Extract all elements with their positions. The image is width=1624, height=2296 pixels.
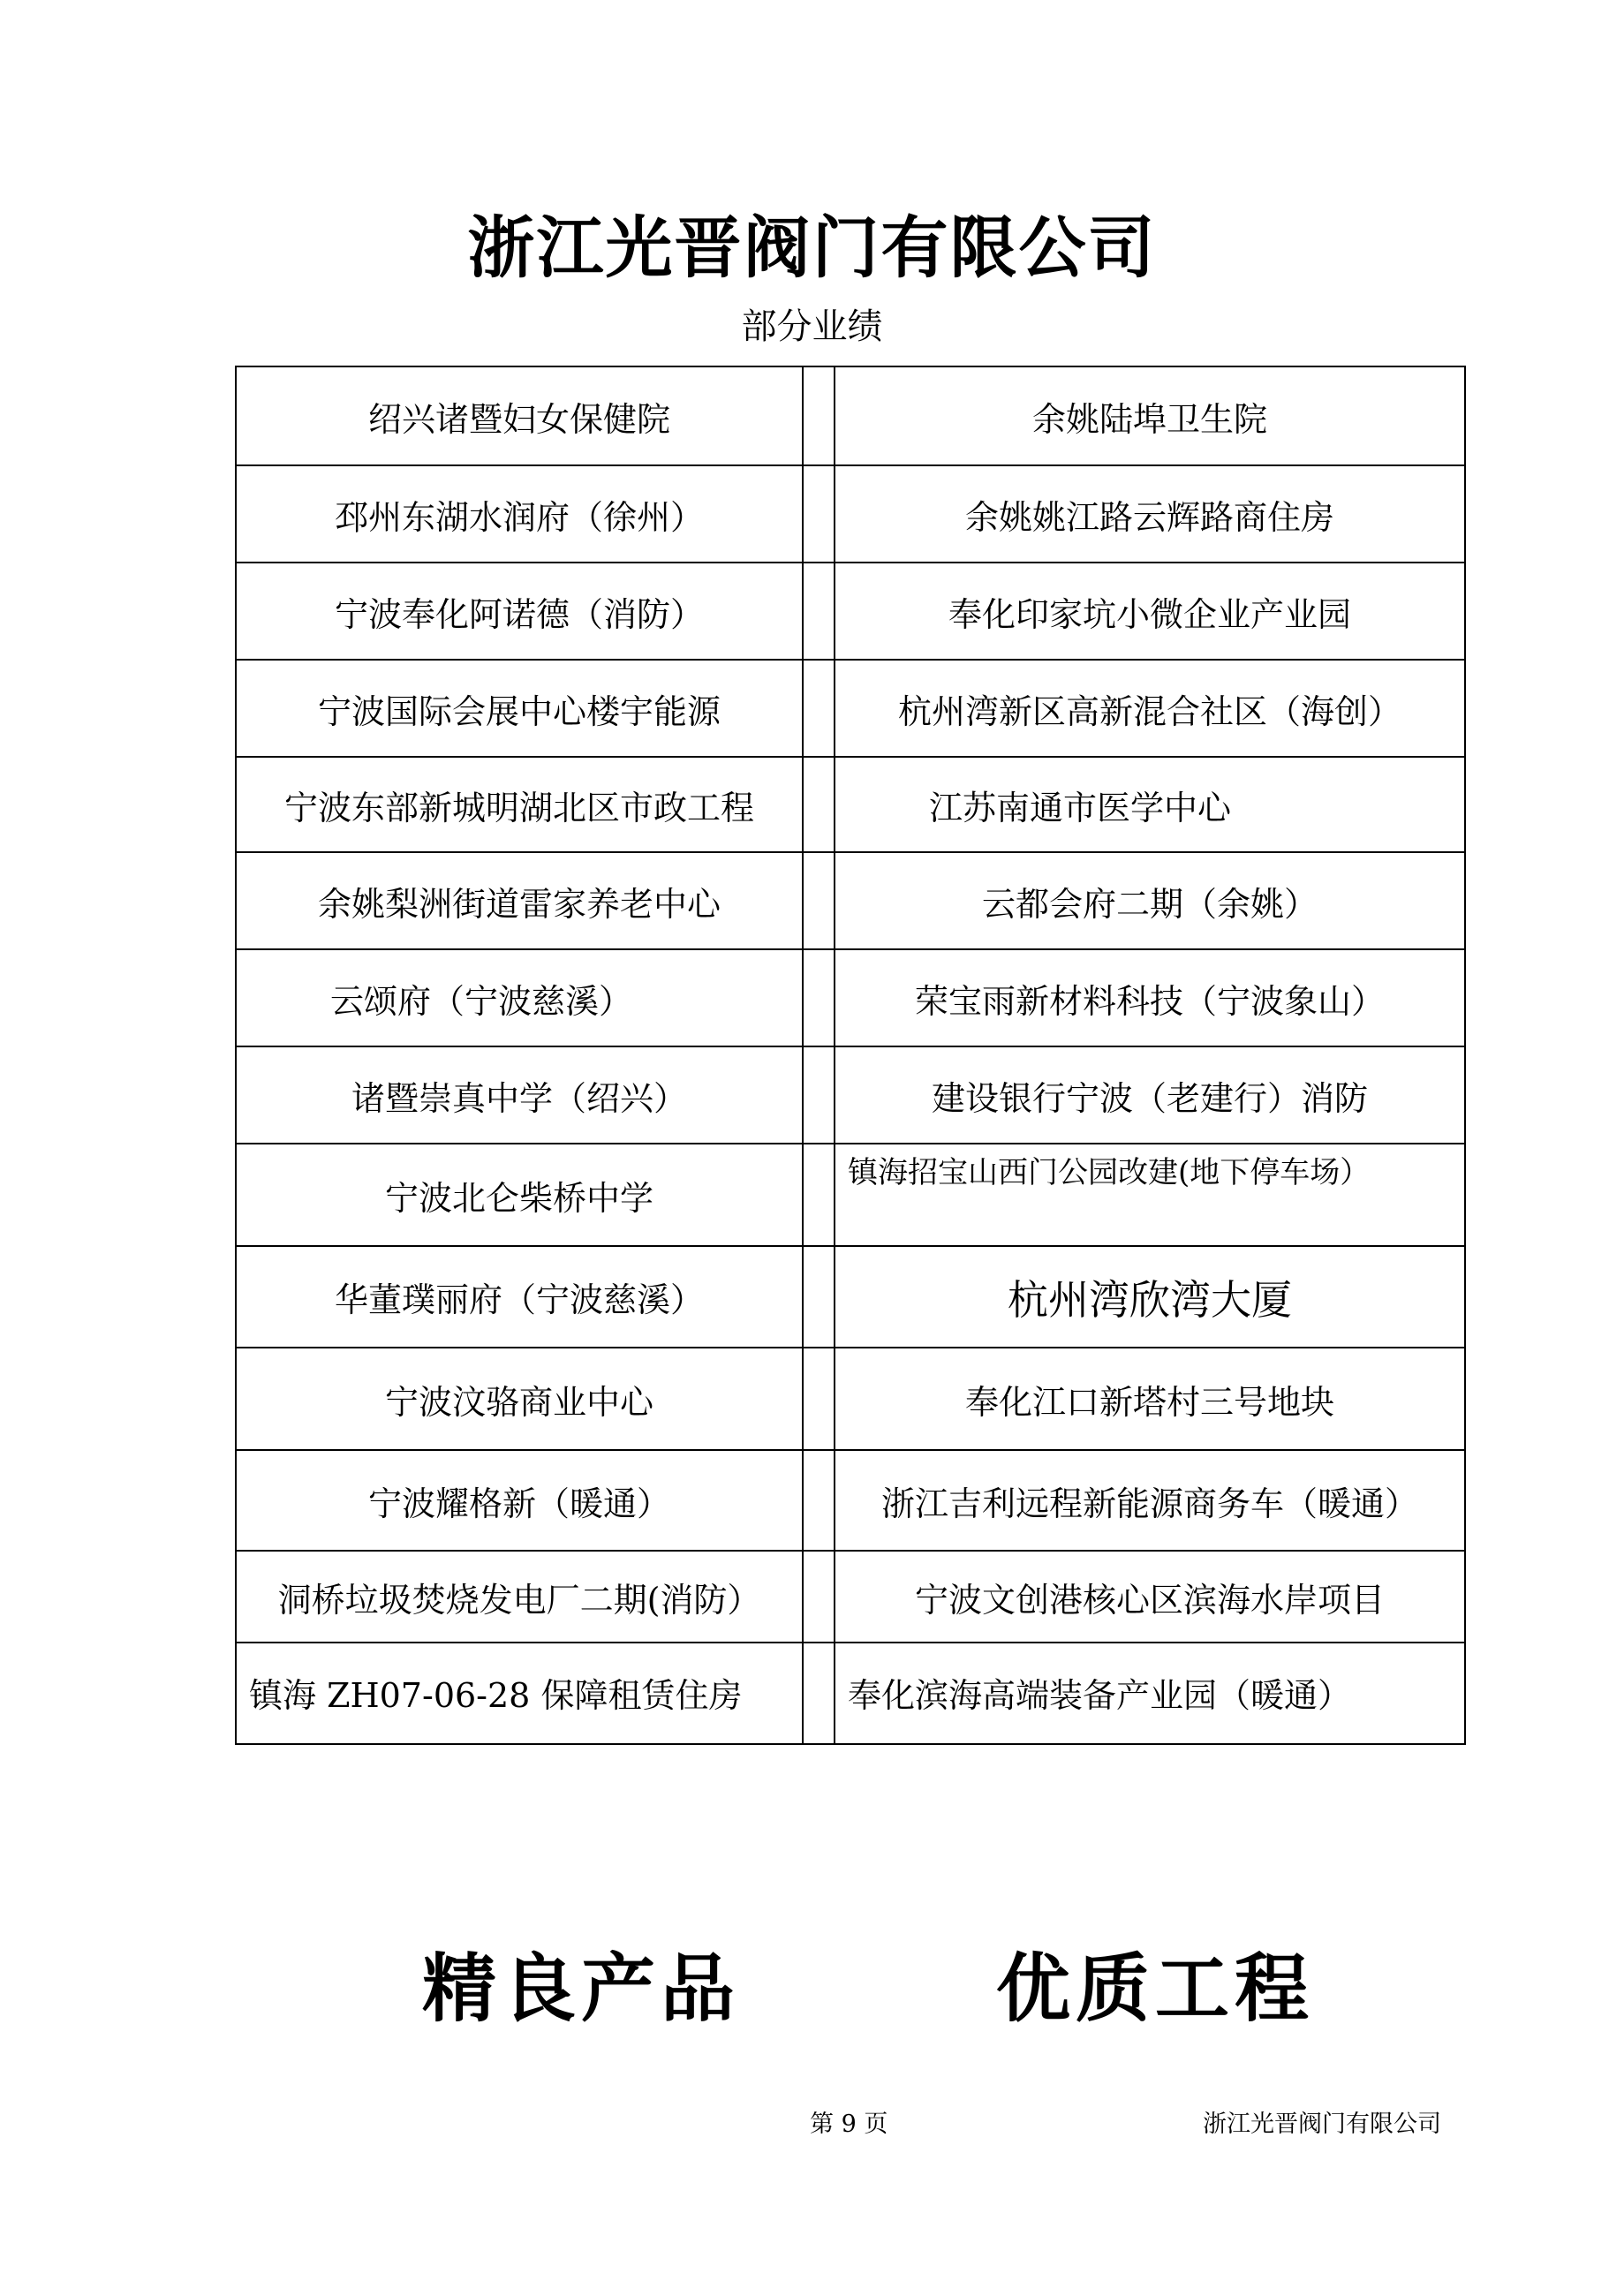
column-gap: [803, 1348, 835, 1450]
table-row: [236, 1643, 1465, 1744]
footer-company-name: 浙江光晋阀门有限公司: [1203, 2111, 1441, 2138]
table-row: [236, 1450, 1465, 1551]
project-cell-right: 杭州湾新区高新混合社区（海创）: [835, 660, 1465, 757]
project-cell-left: 云颂府（宁波慈溪）: [236, 949, 803, 1046]
project-cell-left: 宁波汶骆商业中心: [236, 1348, 803, 1450]
project-cell-right: 奉化滨海高端装备产业园（暖通）: [835, 1643, 1465, 1744]
project-cell-left: 华董璞丽府（宁波慈溪）: [236, 1246, 803, 1348]
document-title: 浙江光晋阀门有限公司: [467, 208, 1157, 287]
document-subtitle: 部分业绩: [741, 306, 883, 347]
project-cell-right: 浙江吉利远程新能源商务车（暖通）: [835, 1450, 1465, 1551]
project-cell-left: 洞桥垃圾焚烧发电厂二期(消防）: [236, 1551, 803, 1643]
column-gap: [803, 757, 835, 852]
project-cell-right: 余姚姚江路云辉路商住房: [835, 465, 1465, 563]
project-cell-left: 邳州东湖水润府（徐州）: [236, 465, 803, 563]
project-cell-left: 宁波国际会展中心楼宇能源: [236, 660, 803, 757]
project-cell-right: 杭州湾欣湾大厦: [835, 1246, 1465, 1348]
project-cell-left: 宁波东部新城明湖北区市政工程: [236, 757, 803, 852]
table-row: [236, 852, 1465, 949]
table-row: [236, 660, 1465, 757]
project-cell-right: 奉化江口新塔村三号地块: [835, 1348, 1465, 1450]
project-cell-right: 荣宝雨新材料科技（宁波象山）: [835, 949, 1465, 1046]
project-cell-left: 镇海 ZH07-06-28 保障租赁住房: [236, 1643, 803, 1744]
table-row: [236, 465, 1465, 563]
table-row: [236, 757, 1465, 852]
project-cell-left: 宁波耀格新（暖通）: [236, 1450, 803, 1551]
table-row: [236, 1551, 1465, 1643]
project-cell-left: 余姚梨洲街道雷家养老中心: [236, 852, 803, 949]
project-records-table: [235, 366, 1466, 1745]
project-cell-left: 绍兴诸暨妇女保健院: [236, 366, 803, 465]
project-cell-right: 镇海招宝山西门公园改建(地下停车场）: [835, 1144, 1465, 1246]
project-cell-right: 宁波文创港核心区滨海水岸项目: [835, 1551, 1465, 1643]
project-cell-right: 云都会府二期（余姚）: [835, 852, 1465, 949]
project-cell-left: 宁波奉化阿诺德（消防）: [236, 563, 803, 660]
slogan-quality-products: 精良产品: [422, 1945, 741, 2032]
column-gap: [803, 852, 835, 949]
column-gap: [803, 949, 835, 1046]
column-gap: [803, 563, 835, 660]
table-row: [236, 366, 1465, 465]
project-cell-right: 余姚陆埠卫生院: [835, 366, 1465, 465]
column-gap: [803, 1551, 835, 1643]
project-cell-right: 建设银行宁波（老建行）消防: [835, 1046, 1465, 1144]
column-gap: [803, 1643, 835, 1744]
table-row: [236, 1144, 1465, 1246]
project-cell-left: 宁波北仑柴桥中学: [236, 1144, 803, 1246]
slogan-quality-projects: 优质工程: [996, 1945, 1315, 2032]
table-row: [236, 949, 1465, 1046]
page-number: 第 9 页: [810, 2111, 888, 2138]
column-gap: [803, 660, 835, 757]
column-gap: [803, 1144, 835, 1246]
column-gap: [803, 366, 835, 465]
table-row: [236, 1348, 1465, 1450]
column-gap: [803, 1246, 835, 1348]
project-cell-right: 奉化印家坑小微企业产业园: [835, 563, 1465, 660]
table-row: [236, 1246, 1465, 1348]
column-gap: [803, 1046, 835, 1144]
column-gap: [803, 465, 835, 563]
table-row: [236, 1046, 1465, 1144]
project-cell-right: 江苏南通市医学中心: [835, 757, 1465, 852]
project-cell-left: 诸暨崇真中学（绍兴）: [236, 1046, 803, 1144]
table-row: [236, 563, 1465, 660]
column-gap: [803, 1450, 835, 1551]
